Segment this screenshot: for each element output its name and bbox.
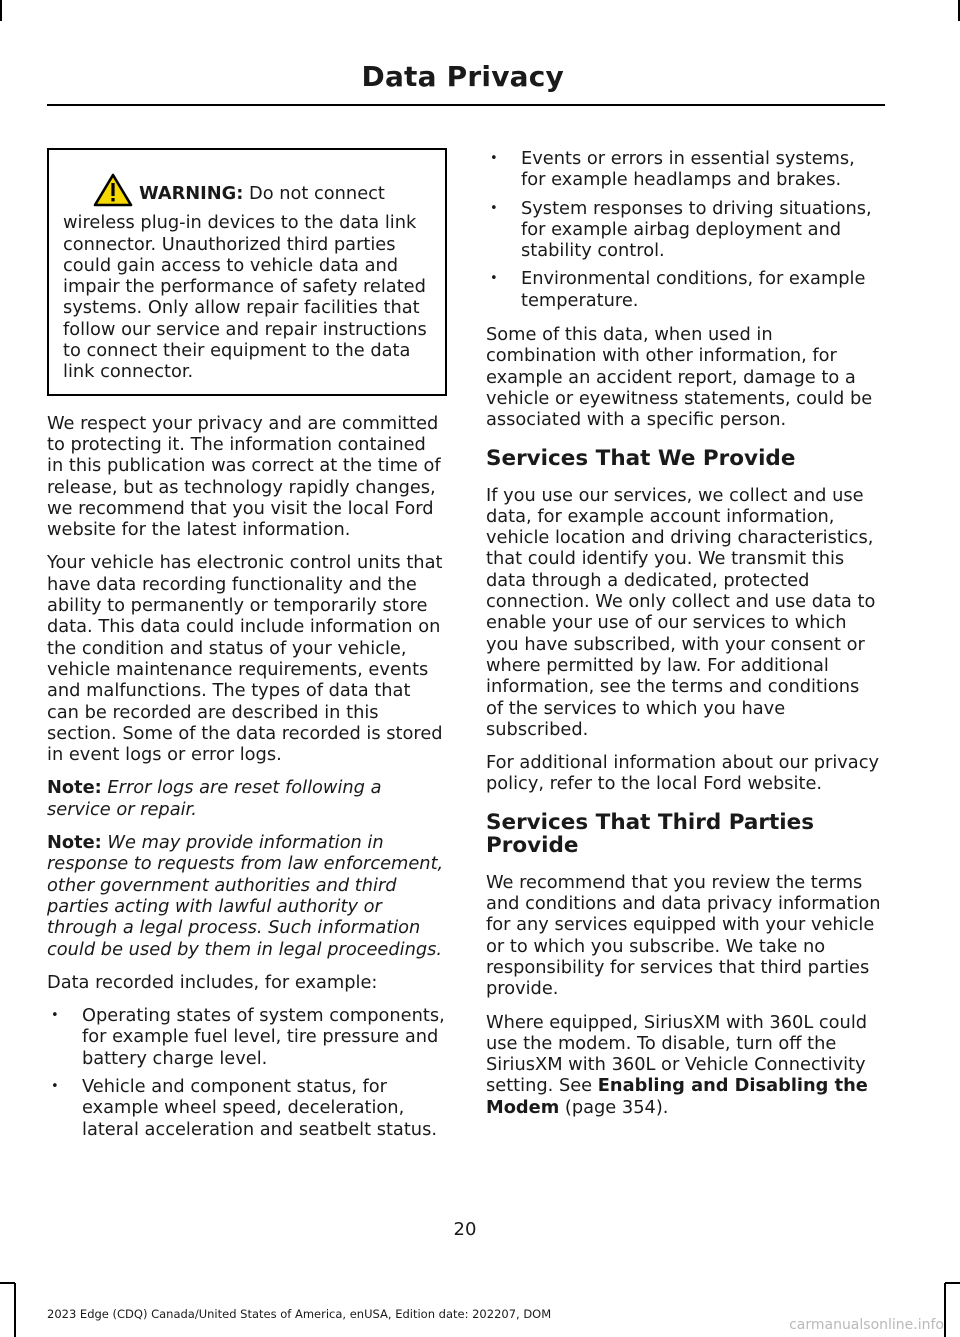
crop-mark xyxy=(945,1282,960,1284)
note-text: We may provide information in response to requests from law enforcement, other government authorities and third parties acting with lawful authority or through a legal process. Such information could be used by them in legal proceedings. xyxy=(47,832,444,960)
list-item: • System responses to driving situations, for example airbag deployment and stability control. xyxy=(486,198,882,262)
crop-mark xyxy=(944,1283,946,1337)
paragraph: If you use our services, we collect and use data, for example account information, vehicle location and driving characteristics, that could identify you. We transmit this data through a dedicated, protected connection. We only collect and use data to enable your use of our services to which you have subscribed, with your consent or where permitted by law. For additional information, see the terms and conditions of the services to which you have subscribed. xyxy=(486,484,876,740)
crop-mark xyxy=(14,1283,16,1337)
page-number: 20 xyxy=(453,1219,477,1240)
section-heading: Services That We Provide xyxy=(486,445,796,471)
note xyxy=(47,777,447,820)
list-item: • Events or errors in essential systems, for example headlamps and brakes. xyxy=(486,148,882,191)
paragraph: Your vehicle has electronic control units that have data recording functionality and the ability to permanently or temporarily store data. This data could include information on the condition and status of your vehicle, vehicle maintenance requirements, events and malfunctions. The types of data that can be recorded are described in this section. Some of the data recorded is stored in event logs or error logs. xyxy=(47,552,443,766)
paragraph-text: Where equipped, SiriusXM with 360L could use the modem. To disable, turn off the SiriusXM with 360L or Vehicle Connectivity setting. See xyxy=(486,1011,868,1097)
section-heading: Services That Third Parties Provide xyxy=(486,809,815,858)
note-text: Error logs are reset following a service or repair. xyxy=(47,777,382,820)
note-label: Note: xyxy=(47,832,102,854)
bullet-list xyxy=(47,1005,447,1140)
note-label: Note: xyxy=(47,777,102,799)
note xyxy=(47,832,447,960)
left-column xyxy=(47,148,447,1153)
bullet-list xyxy=(486,148,882,311)
paragraph: Some of this data, when used in combination with other information, for example an accident report, damage to a vehicle or eyewitness statements, could be associated with a specific person. xyxy=(486,324,873,431)
paragraph: We respect your privacy and are committed to protecting it. The information contained in this publication was correct at the time of release, but as technology rapidly changes, we recommend that you visit the local Ford website for the latest information. xyxy=(47,412,441,541)
crop-mark xyxy=(958,0,960,21)
list-item: • Operating states of system components, for example fuel level, tire pressure and battery charge level. xyxy=(47,1005,447,1069)
warning-box xyxy=(47,148,447,396)
warning-label: WARNING: xyxy=(139,183,244,204)
watermark: carmanualsonline.info xyxy=(789,1317,944,1333)
cross-reference-link[interactable]: Enabling and Disabling the Modem xyxy=(486,1075,868,1118)
warning-triangle-icon xyxy=(93,173,133,212)
warning-text: Do not connect wireless plug-in devices to the data link connector. Unauthorized third parties could gain access to vehicle data and impair the performance of safety related systems. Only allow repair facilities that follow our service and repair instructions to connect their equipment to the data link connector. xyxy=(63,183,427,383)
crop-mark xyxy=(0,1282,15,1284)
list-item: • Environmental conditions, for example temperature. xyxy=(486,268,882,311)
page-title: Data Privacy xyxy=(361,60,564,93)
paragraph xyxy=(486,1012,882,1118)
list-item: • Vehicle and component status, for example wheel speed, deceleration, lateral acceleration and seatbelt status. xyxy=(47,1076,447,1140)
page-reference: (page 354). xyxy=(559,1096,669,1118)
footer-edition: 2023 Edge (CDQ) Canada/United States of America, enUSA, Edition date: 202207, DOM xyxy=(47,1307,552,1321)
right-column xyxy=(486,148,882,1130)
crop-mark xyxy=(0,0,2,21)
paragraph: Data recorded includes, for example: xyxy=(47,971,378,993)
paragraph: We recommend that you review the terms and conditions and data privacy information for any services equipped with your vehicle or to which you subscribe. We take no responsibility for services that third parties provide. xyxy=(486,871,881,1000)
header-divider xyxy=(47,104,885,106)
paragraph: For additional information about our privacy policy, refer to the local Ford website. xyxy=(486,752,879,795)
